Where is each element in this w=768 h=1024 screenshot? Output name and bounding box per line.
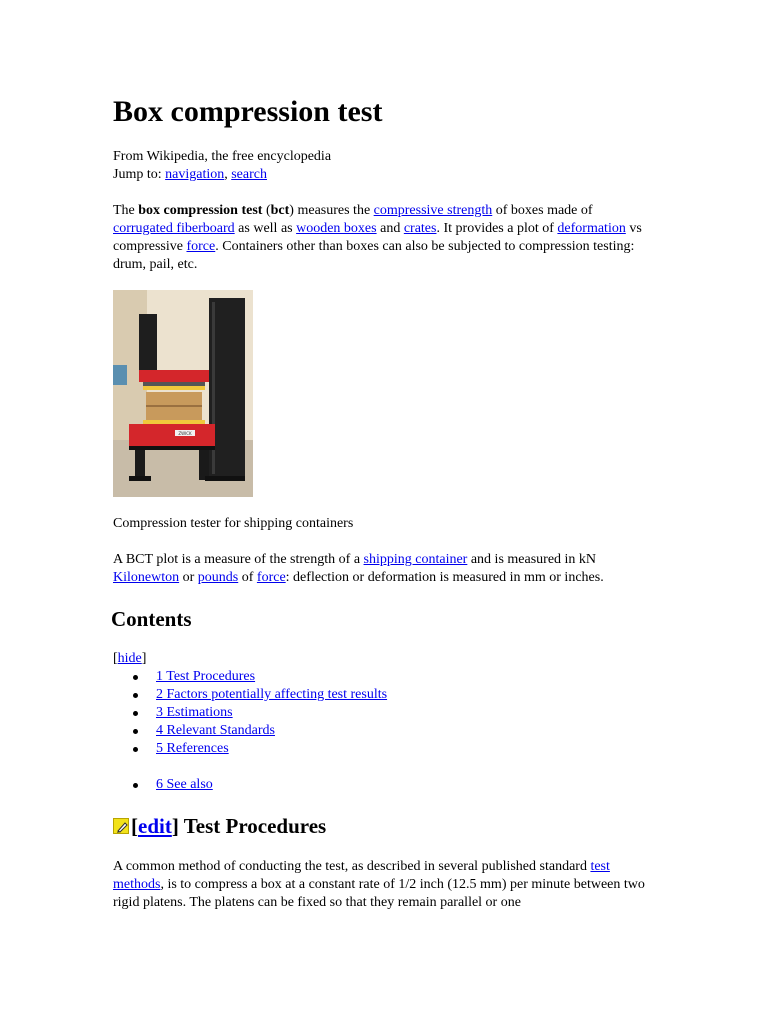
page-title: Box compression test <box>113 95 383 128</box>
intro-text: . Containers other than boxes can also be subjected to compression testing: drum, pail, etc. <box>113 239 635 272</box>
intro-text: ) measures the <box>289 203 374 218</box>
bracket-open: [ <box>113 651 118 666</box>
link-wooden-boxes[interactable]: wooden boxes <box>296 221 377 236</box>
toc-list <box>113 668 387 794</box>
toc-item <box>113 776 387 794</box>
figure-caption: Compression tester for shipping containers <box>113 516 354 531</box>
edit-section-link[interactable]: edit <box>138 814 172 838</box>
section-title: Test Procedures <box>178 814 327 838</box>
toc-link-references[interactable]: 5 References <box>156 741 229 756</box>
bracket-close: ] <box>171 814 179 838</box>
section-heading-test-procedures <box>113 813 326 839</box>
bct-text: or <box>179 570 198 585</box>
intro-text: vs compressive <box>113 221 642 254</box>
toc-link-see-also[interactable]: 6 See also <box>156 777 213 792</box>
contents-heading: Contents <box>111 607 192 631</box>
link-force-2[interactable]: force <box>256 570 286 585</box>
section-text: , is to compress a box at a constant rate of 1/2 inch (12.5 mm) per minute between two rigid platens. The platens can be fixed so that they remain parallel or one <box>113 877 645 910</box>
jump-links <box>113 166 267 184</box>
intro-text: as well as <box>234 221 297 236</box>
intro-text: ( <box>262 203 271 218</box>
compression-tester-photo <box>113 290 253 497</box>
toc-link-factors[interactable]: 2 Factors potentially affecting test results <box>156 687 388 702</box>
bct-text: A BCT plot is a measure of the strength of a <box>113 552 364 567</box>
link-compressive-strength[interactable]: compressive strength <box>373 203 493 218</box>
toc-link-standards[interactable]: 4 Relevant Standards <box>156 723 275 738</box>
jump-separator: , <box>224 167 228 182</box>
bracket-close: ] <box>141 651 147 666</box>
intro-text: The <box>113 203 139 218</box>
link-crates[interactable]: crates <box>403 221 437 236</box>
contents-toggle <box>113 650 146 668</box>
intro-text: . It provides a plot of <box>436 221 558 236</box>
section-text: A common method of conducting the test, as described in several published standard <box>113 859 591 874</box>
toc-item <box>113 668 387 686</box>
jump-navigation-link[interactable]: navigation <box>165 167 225 182</box>
link-force[interactable]: force <box>186 239 216 254</box>
toc-item <box>113 686 387 704</box>
jump-search-link[interactable]: search <box>231 167 267 182</box>
link-deformation[interactable]: deformation <box>557 221 626 236</box>
bct-text: : deflection or deformation is measured in mm or inches. <box>285 570 604 585</box>
intro-paragraph <box>113 202 653 274</box>
intro-bold-abbr: bct <box>270 203 290 218</box>
link-test-methods[interactable]: test methods <box>113 859 610 892</box>
intro-text: of boxes made of <box>492 203 593 218</box>
bct-text: of <box>238 570 257 585</box>
bracket-open: [ <box>131 814 138 838</box>
bct-text: and is measured in kN <box>467 552 597 567</box>
toc-link-estimations[interactable]: 3 Estimations <box>156 705 233 720</box>
toc-link-test-procedures[interactable]: 1 Test Procedures <box>156 669 256 684</box>
intro-text: and <box>376 221 404 236</box>
hide-toc-link[interactable]: hide <box>117 651 142 666</box>
machine-label: ZWICK <box>178 431 192 436</box>
toc-item <box>113 740 387 758</box>
intro-bold-term: box compression test <box>138 203 263 218</box>
link-shipping-container[interactable]: shipping container <box>363 552 468 567</box>
link-pounds[interactable]: pounds <box>197 570 239 585</box>
figure-compression-tester[interactable] <box>113 290 253 497</box>
bct-paragraph <box>113 551 653 587</box>
test-procedures-paragraph <box>113 858 658 912</box>
edit-pencil-icon[interactable] <box>113 818 129 834</box>
jump-label: Jump to: <box>113 167 162 182</box>
link-kilonewton[interactable]: Kilonewton <box>113 570 180 585</box>
toc-item <box>113 722 387 740</box>
site-subtitle: From Wikipedia, the free encyclopedia <box>113 149 332 164</box>
link-corrugated-fiberboard[interactable]: corrugated fiberboard <box>113 221 235 236</box>
toc-item <box>113 704 387 722</box>
